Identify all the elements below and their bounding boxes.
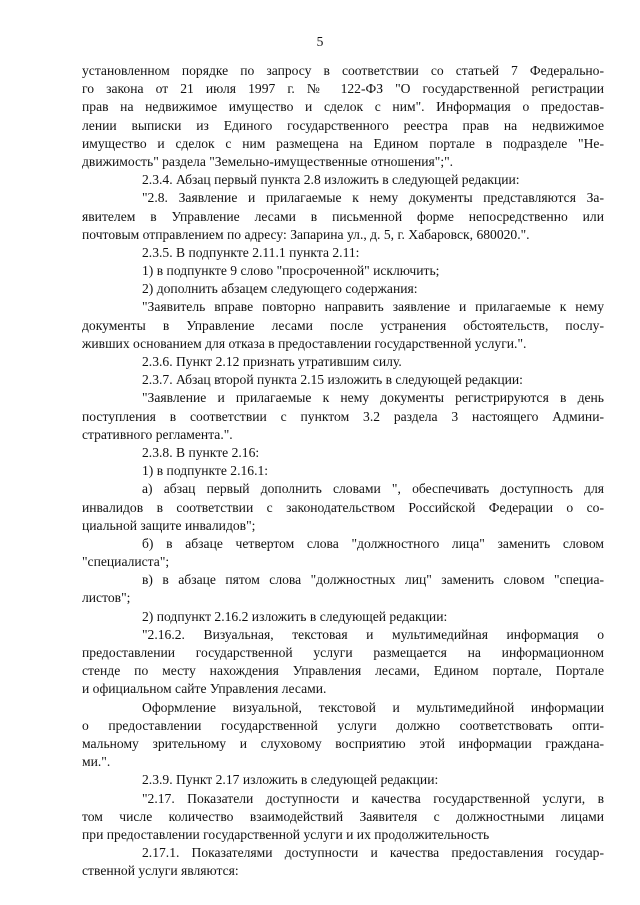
text-line: имущество и сделок с ним размещена на Едином портале в подразделе "Не-: [82, 135, 604, 151]
text-line: лении выписки из Единого государственного реестра прав на недвижимое: [82, 117, 604, 133]
text-line: "Заявление и прилагаемые к нему документы регистрируются в день: [142, 390, 604, 406]
text-line: листов";: [82, 590, 131, 606]
text-line: "2.16.2. Визуальная, текстовая и мультимедийная информация о: [142, 626, 604, 642]
text-line: "специалиста";: [82, 554, 170, 570]
text-line: и официальном сайте Управления лесами.: [82, 681, 327, 697]
text-line: 2) дополнить абзацем следующего содержания:: [142, 281, 418, 297]
text-line: циальной защите инвалидов";: [82, 517, 256, 533]
text-line: установленном порядке по запросу в соответствии со статьей 7 Федерально-: [82, 63, 604, 78]
text-line: 2) подпункт 2.16.2 изложить в следующей редакции:: [142, 608, 448, 624]
text-line: 2.17.1. Показателями доступности и качества предоставления государ-: [142, 845, 604, 861]
text-line: 1) в подпункте 9 слово "просроченной" исключить;: [142, 263, 440, 279]
text-line: документы в Управление лесами после устранения обстоятельств, послу-: [82, 317, 604, 333]
text-line: при предоставлении государственной услуги и их продолжительность: [82, 826, 490, 842]
page-number: 5: [316, 34, 324, 49]
text-line: 2.3.9. Пункт 2.17 изложить в следующей редакции:: [142, 772, 439, 788]
text-line: том числе количество взаимодействий Заявителя с должностными лицами: [82, 808, 604, 824]
text-line: инвалидов в соответствии с законодательством Российской Федерации о со-: [82, 499, 604, 515]
text-line: го закона от 21 июля 1997 г. № 122-ФЗ "О государственной регистрации: [82, 81, 604, 97]
text-line: 2.3.5. В подпункте 2.11.1 пункта 2.11:: [142, 244, 360, 260]
document-body: [82, 62, 604, 880]
text-line: "Заявитель вправе повторно направить заявление и прилагаемые к нему: [142, 299, 604, 315]
text-line: "2.8. Заявление и прилагаемые к нему документы представляются За-: [142, 190, 604, 206]
text-line: 1) в подпункте 2.16.1:: [142, 463, 269, 479]
text-line: о предоставлении государственной услуги должно соответствовать опти-: [82, 717, 604, 733]
text-line: почтовым отправлением по адресу: Запарина ул., д. 5, г. Хабаровск, 680020.".: [82, 226, 530, 242]
text-line: стративного регламента.".: [82, 426, 233, 442]
text-line: ми.".: [82, 754, 111, 770]
text-line: б) в абзаце четвертом слова "должностного лица" заменить словом: [142, 535, 604, 551]
text-line: прав на недвижимое имущество и сделок с ним". Информация о предостав-: [82, 99, 604, 115]
text-line: живших основанием для отказа в предоставлении государственной услуги.".: [82, 335, 527, 351]
text-line: явителем в Управление лесами в письменной форме непосредственно или: [82, 208, 604, 224]
text-line: 2.3.7. Абзац второй пункта 2.15 изложить в следующей редакции:: [142, 372, 523, 388]
text-line: стенде по месту нахождения Управления лесами, Едином портале, Портале: [82, 663, 604, 679]
text-line: 2.3.4. Абзац первый пункта 2.8 изложить в следующей редакции:: [142, 172, 520, 188]
text-line: "2.17. Показатели доступности и качества государственной услуги, в: [142, 790, 604, 806]
text-line: в) в абзаце пятом слова "должностных лиц" заменить словом "специа-: [142, 572, 604, 588]
text-line: мальному зрительному и слуховому восприятию этой информации граждана-: [82, 735, 604, 751]
text-line: поступления в соответствии с пунктом 3.2 раздела 3 настоящего Админи-: [82, 408, 604, 424]
text-line: 2.3.8. В пункте 2.16:: [142, 444, 260, 460]
text-line: движимость" раздела "Земельно-имущественные отношения";".: [82, 153, 454, 169]
text-line: ственной услуги являются:: [82, 863, 239, 879]
text-line: предоставлении государственной услуги размещается на информационном: [82, 645, 604, 660]
text-line: Оформление визуальной, текстовой и мультимедийной информации: [142, 699, 604, 715]
text-line: а) абзац первый дополнить словами ", обеспечивать доступность для: [142, 481, 604, 497]
text-line: 2.3.6. Пункт 2.12 признать утратившим силу.: [142, 354, 402, 369]
